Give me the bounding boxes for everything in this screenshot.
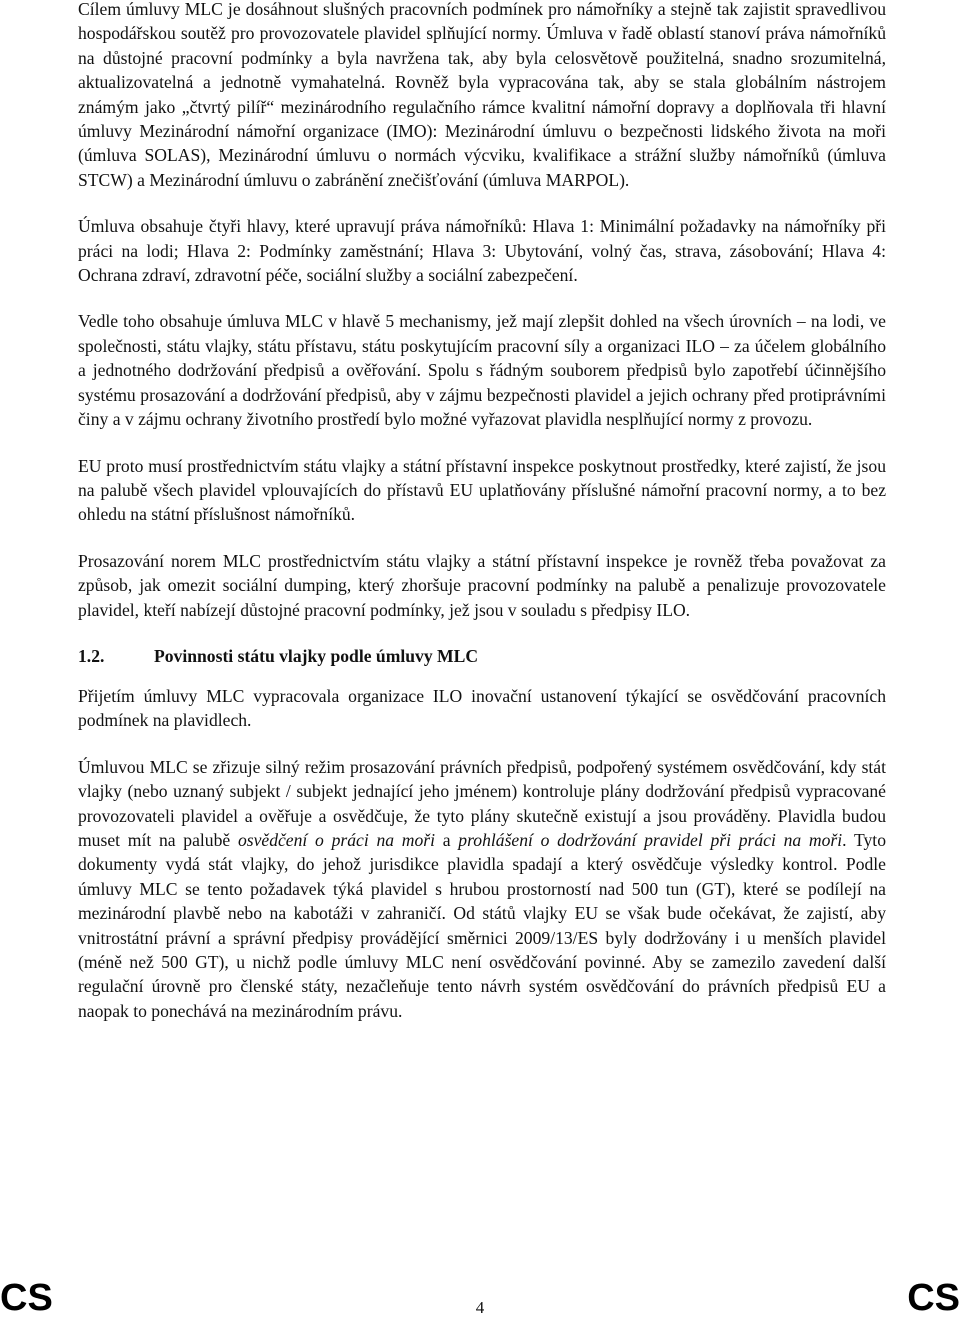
page-number: 4	[475, 1298, 485, 1317]
paragraph-text: a	[435, 829, 459, 850]
italic-term-certificate: osvědčení o práci na moři	[237, 829, 436, 850]
paragraph-text: Úmluva obsahuje čtyři hlavy, které upravují práva námořníků: Hlava 1: Minimální požadavky na námořníky při práci na lodi; Hlava 2: Podmínky zaměstnání; Hlava 3: Ubytování, volný čas, strava, zásobování; Hlava 4: Ochrana zdraví, zdravotní péče, sociální služby a sociální zabezpečení.	[78, 216, 886, 286]
paragraph-enforcement	[78, 549, 886, 622]
paragraph-title-5-mechanisms	[78, 309, 886, 431]
section-heading	[78, 644, 886, 668]
section-title: Povinnosti státu vlajky podle úmluvy MLC	[154, 645, 479, 666]
paragraph-text: . Tyto dokumenty vydá stát vlajky, do jehož jurisdikce plavidla spadají a který osvědčuje výsledky kontrol. Podle úmluvy MLC se tento požadavek týká plavidel s hrubou prostorností nad 500 tun (GT), které se podílejí na mezinárodní plavbě nebo na kabotáži v zahraničí. Od států vlajky EU se však bude očekávat, že zajistí, aby vnitrostátní právní a správní předpisy provádějící směrnici 2009/13/ES byly dodržovány i u menších plavidel (méně než 500 GT), u nichž podle úmluvy MLC není osvědčování povinné. Aby se zamezilo zavedení další regulační úrovně pro členské státy, nezačleňuje tento návrh systém osvědčování do právních předpisů EU a naopak to ponechává na mezinárodním právu.	[78, 829, 886, 1021]
section-number: 1.2.	[78, 645, 105, 666]
paragraph-eu-means	[78, 454, 886, 527]
paragraph-enforcement-regime	[78, 755, 886, 1023]
paragraph-ilo-certification	[78, 684, 886, 733]
paragraph-text: Přijetím úmluvy MLC vypracovala organizace ILO inovační ustanovení týkající se osvědčování pracovních podmínek na plavidlech.	[78, 685, 886, 731]
paragraph-text: Cílem úmluvy MLC je dosáhnout slušných pracovních podmínek pro námořníky a stejně tak zajistit spravedlivou hospodářskou soutěž pro provozovatele plavidel splňující normy. Úmluva v řadě oblastí stanoví práva námořníků na důstojné pracovní podmínky a byla navržena tak, aby byla celosvětově použitelná, snadno srozumitelná, aktualizovatelná a jednotně vymahatelná. Rovněž byla vypracována tak, aby se stala globálním nástrojem známým jako „čtvrtý pilíř“ mezinárodního regulačního rámce kvalitní námořní dopravy a doplňovala tři hlavní úmluvy Mezinárodní námořní organizace (IMO): Mezinárodní úmluvu o bezpečnosti lidského života na moři (úmluva SOLAS), Mezinárodní úmluvu o normách výcviku, kvalifikace a strážní služby námořníků (úmluva STCW) a Mezinárodní úmluvu o zabránění znečišťování (úmluva MARPOL).	[78, 0, 886, 190]
paragraph-text: Úmluvou MLC se zřizuje silný režim prosazování právních předpisů, podpořený systémem osvědčování, kdy stát vlajky (nebo uznaný subjekt / subjekt jednající jeho jménem) kontroluje plány dodržování předpisů vypracované provozovateli plavidel a ověřuje a osvědčuje, že tyto plány skutečně existují a jsou prováděny. Plavidla budou muset mít na palubě	[78, 756, 886, 850]
paragraph-text: EU proto musí prostřednictvím státu vlajky a státní přístavní inspekce poskytnout prostředky, které zajistí, že jsou na palubě všech plavidel vplouvajících do přístavů EU uplatňovány příslušné námořní pracovní normy, a to bez ohledu na státní příslušnost námořníků.	[78, 455, 886, 525]
document-body	[78, 0, 886, 1023]
paragraph-four-titles	[78, 214, 886, 287]
footer-language-mark-right: CS	[907, 1277, 960, 1319]
paragraph-text: Vedle toho obsahuje úmluva MLC v hlavě 5 mechanismy, jež mají zlepšit dohled na všech úrovních – na lodi, ve společnosti, státu vlajky, státu přístavu, státu poskytujícím pracovní síly a organizaci ILO – za účelem globálního a jednotného dodržování předpisů a ověřování. Spolu s řádným souborem předpisů bylo zapotřebí účinnějšího systému prosazování a dodržování předpisů, aby v zájmu bezpečnosti plavidel a jejich ochrany před protiprávními činy a v zájmu ochrany životního prostředí bylo možné vyřazovat plavidla nesplňující normy z provozu.	[78, 311, 886, 430]
italic-term-declaration: prohlášení o dodržování pravidel při práci na moři	[458, 829, 843, 850]
paragraph-mlc-goal	[78, 0, 886, 192]
paragraph-text: Prosazování norem MLC prostřednictvím státu vlajky a státní přístavní inspekce je rovněž třeba považovat za způsob, jak omezit sociální dumping, který zhoršuje pracovní podmínky na palubě a penalizuje provozovatele plavidel, kteří nabízejí důstojné pracovní podmínky, jež jsou v souladu s předpisy ILO.	[78, 550, 886, 620]
footer-language-mark-left: CS	[0, 1277, 53, 1319]
